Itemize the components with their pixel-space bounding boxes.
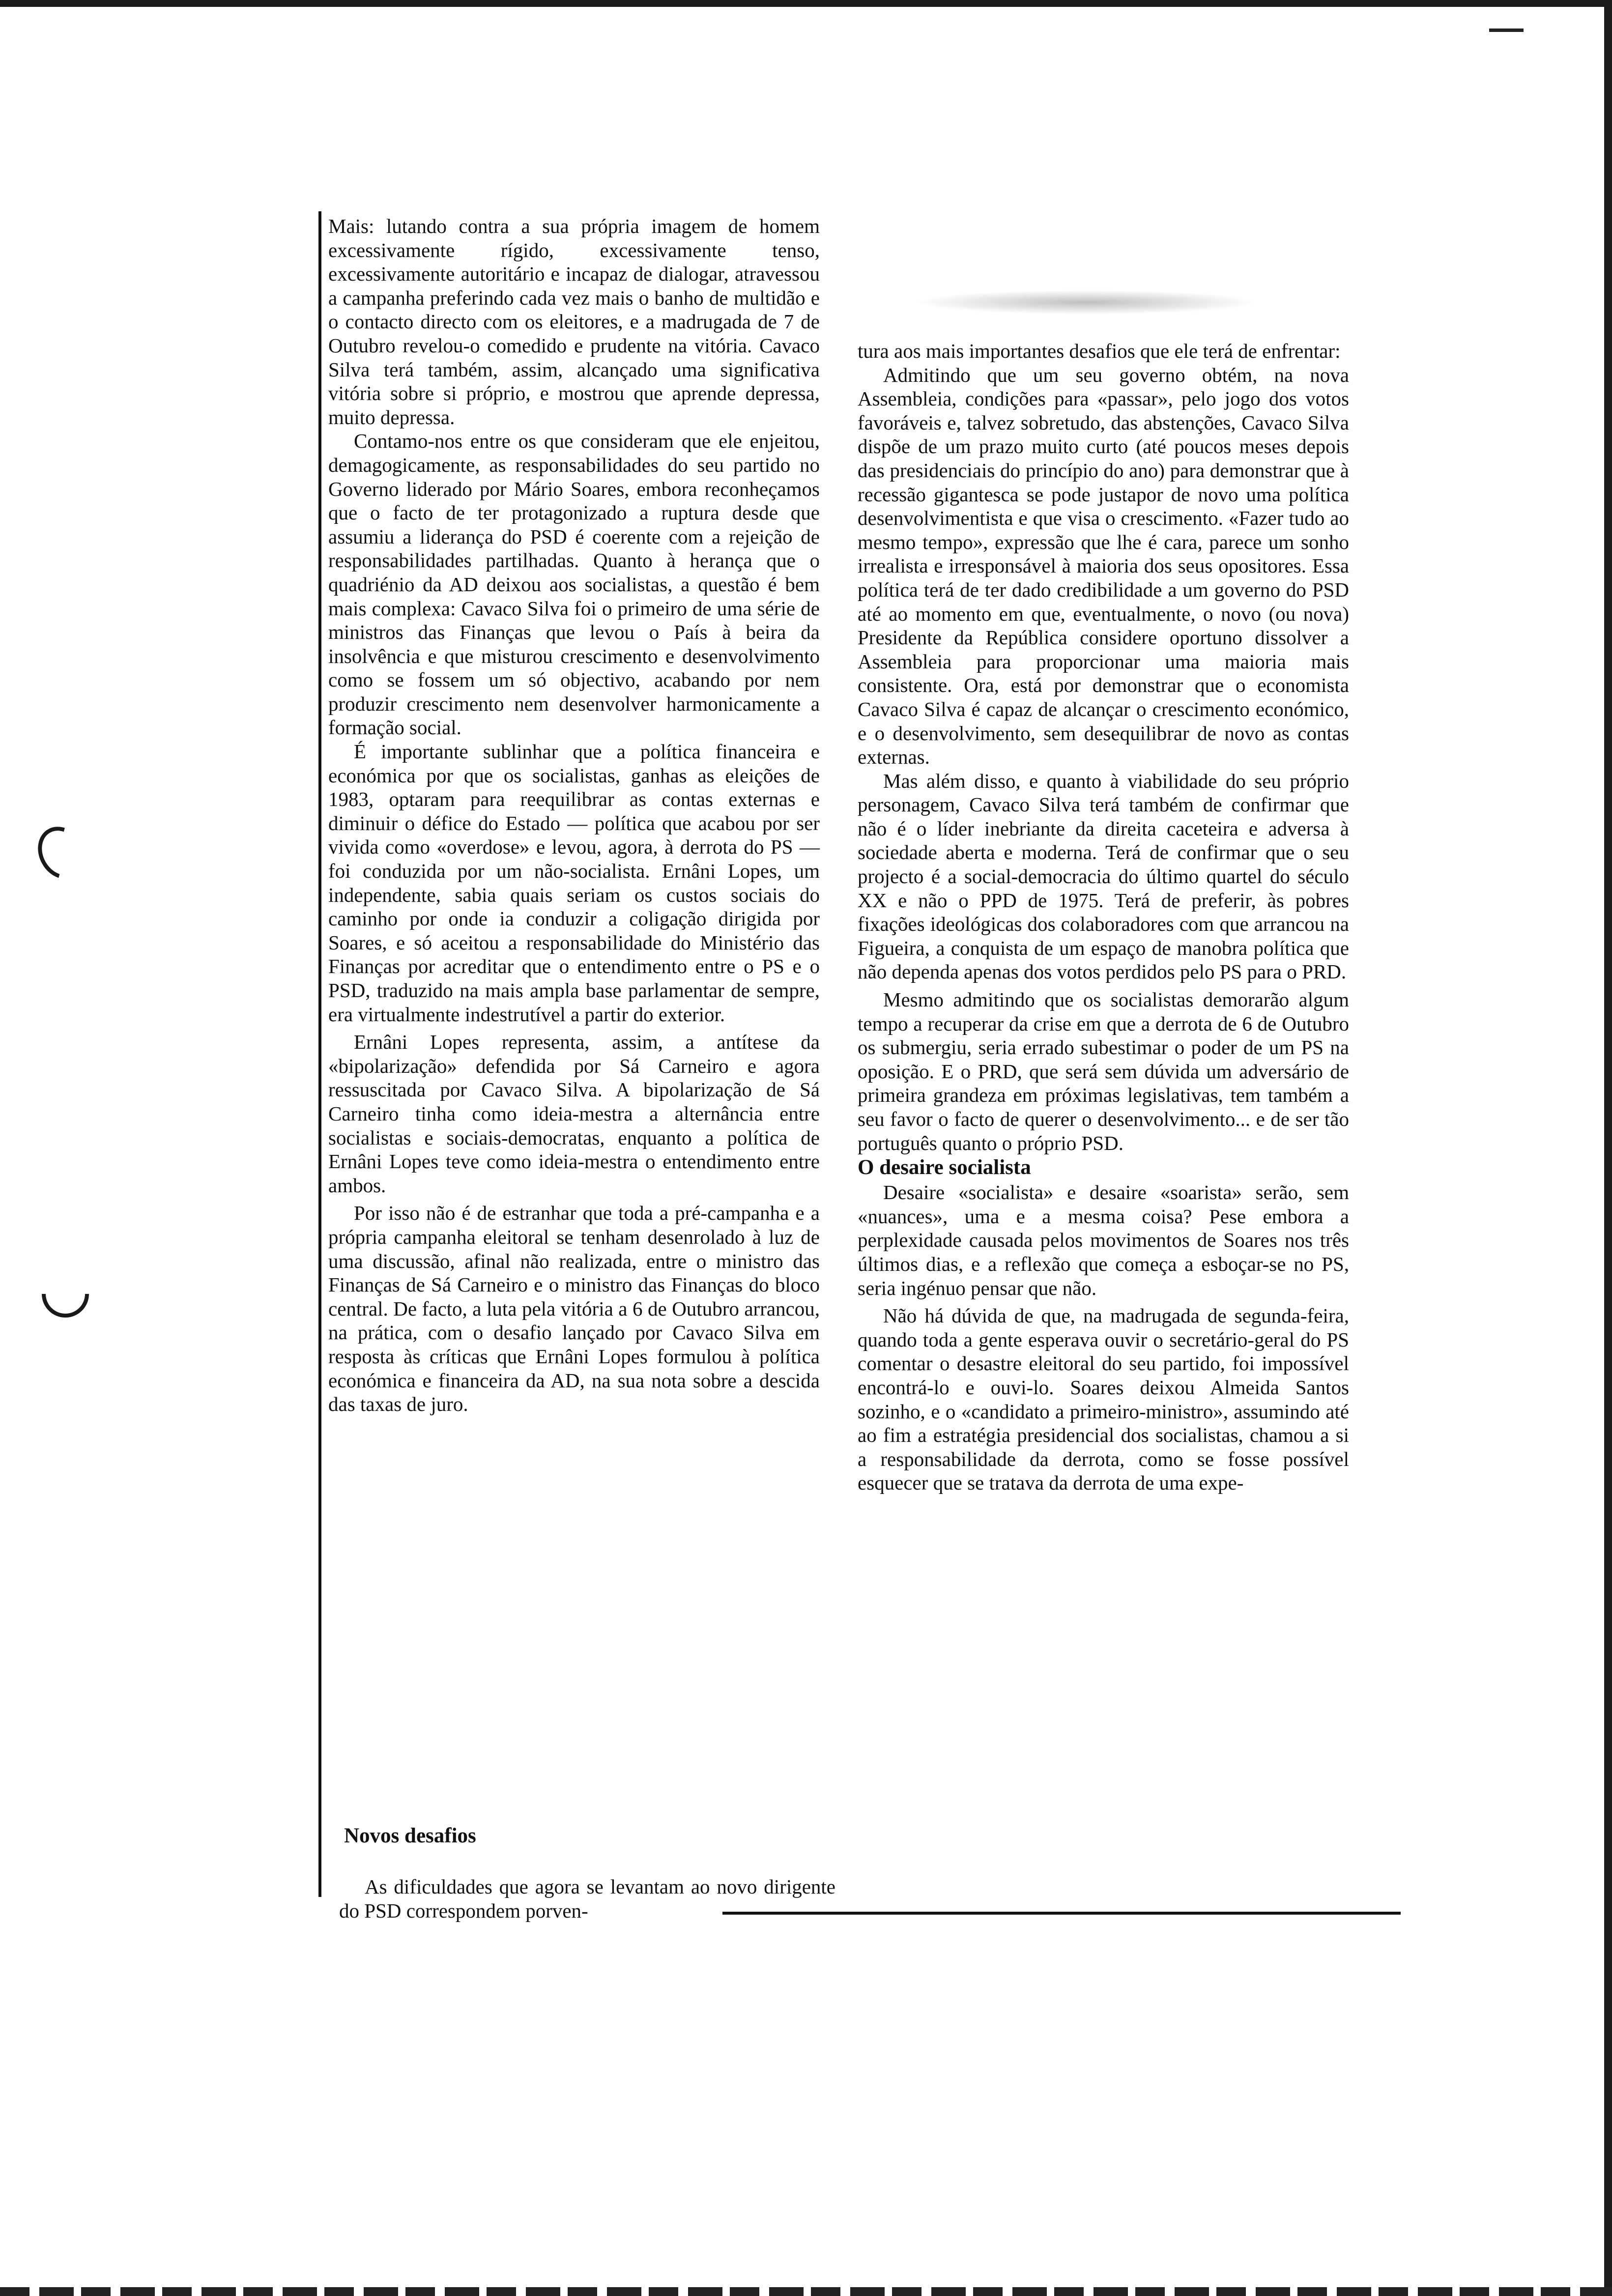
- paragraph: As dificuldades que agora se levantam ao novo dirigente do PSD correspondem porven-: [339, 1875, 835, 1922]
- column-rule: [318, 211, 321, 1897]
- right-column: [858, 339, 1349, 1495]
- paragraph: Ernâni Lopes representa, assim, a antítese da «bipolarização» defendida por Sá Carneiro e agora ressuscitada por Cavaco Silva. A bipolarização de Sá Carneiro tinha como ideia-mestra a alternância entre socialistas e sociais-democratas, enquanto a política de Ernâni Lopes teve como ideia-mestra o entendimento entre ambos.: [328, 1031, 820, 1197]
- scan-border-bottom: [0, 2287, 1612, 2296]
- paragraph: Mesmo admitindo que os socialistas demorarão algum tempo a recuperar da crise em que a derrota de 6 de Outubro os submergiu, seria errado subestimar o poder de um PS na oposição. E o PRD, que será sem dúvida um adversário de primeira grandeza em próximas legislativas, tem também a seu favor o facto de querer o desenvolvimento... e de ser tão português quanto o próprio PSD.: [858, 988, 1349, 1154]
- paragraph: Admitindo que um seu governo obtém, na nova Assembleia, condições para «passar», pelo jogo dos votos favoráveis e, talvez sobretudo, das abstenções, Cavaco Silva dispõe de um prazo muito curto (até poucos meses depois das presidenciais do princípio do ano) para demonstrar que à recessão gigantesca se pode justapor de novo uma política desenvolvimentista e que visa o crescimento. «Fazer tudo ao mesmo tempo», expressão que lhe é cara, parece um sonho irrealista e irresponsável à maioria dos seus opositores. Essa política terá de ter dado credibilidade a um governo do PSD até ao momento em que, eventualmente, o novo (ou nova) Presidente da República considere oportuno dissolver a Assembleia para proporcionar uma maioria mais consistente. Ora, está por demonstrar que o economista Cavaco Silva é capaz de alcançar o crescimento económico, e o desenvolvimento, sem desequilibrar de novo as contas externas.: [858, 363, 1349, 769]
- scan-smudge: [914, 290, 1258, 315]
- paragraph: Contamo-nos entre os que consideram que ele enjeitou, demagogicamente, as responsabilidades do seu partido no Governo liderado por Mário Soares, embora reconheçamos que o facto de ter protagonizado a ruptura desde que assumiu a liderança do PSD é coerente com a rejeição de responsabilidades partilhadas. Quanto à herança que o quadriénio da AD deixou aos socialistas, a questão é bem mais complexa: Cavaco Silva foi o primeiro de uma série de ministros das Finanças que levou o País à beira da insolvência e que misturou crescimento e desenvolvimento como se fossem um só objectivo, acabando por nem produzir crescimento nem desenvolver harmonicamente a formação social.: [328, 430, 820, 739]
- corner-mark: [1489, 29, 1524, 32]
- scan-border-top: [0, 0, 1612, 7]
- paragraph: Mas além disso, e quanto à viabilidade do seu próprio personagem, Cavaco Silva terá também de confirmar que não é o líder inebriante da direita caceteira e adversa à sociedade aberta e moderna. Terá de confirmar que o seu projecto é a social-democracia do último quartel do século XX e não o PPD de 1975. Terá de preferir, às pobres fixações ideológicas dos colaboradores com que arrancou na Figueira, a conquista de um espaço de manobra política que não dependa apenas dos votos perdidos pelo PS para o PRD.: [858, 769, 1349, 983]
- paragraph: Não há dúvida de que, na madrugada de segunda-feira, quando toda a gente esperava ouvir o secretário-geral do PS comentar o desastre eleitoral do seu partido, foi impossível encontrá-lo e ouvi-lo. Soares deixou Almeida Santos sozinho, e o «candidato a primeiro-ministro», assumindo até ao fim a estratégia presidencial dos socialistas, chamou a si a responsabilidade da derrota, como se fosse possível esquecer que se tratava da derrota de uma expe-: [858, 1304, 1349, 1494]
- scan-border-right: [1604, 0, 1612, 2296]
- punch-hole-mark: [29, 818, 94, 888]
- paragraph: É importante sublinhar que a política financeira e económica por que os socialistas, ganhas as eleições de 1983, optaram para reequilibrar as contas externas e diminuir o défice do Estado — política que acabou por ser vivida como «overdose» e levou, agora, à derrota do PS — foi conduzida por um não-socialista. Ernâni Lopes, um independente, sabia quais seriam os custos sociais do caminho por onde ia conduzir a coligação dirigida por Soares, e só aceitou a responsabilidade do Ministério das Finanças por acreditar que o entendimento entre o PS e o PSD, traduzido na mais ampla base parlamentar de sempre, era virtualmente indestrutível a partir do exterior.: [328, 740, 820, 1026]
- section-heading-novos-desafios: Novos desafios: [344, 1824, 476, 1847]
- punch-hole-mark: [32, 1261, 99, 1327]
- paragraph: Desaire «socialista» e desaire «soarista» serão, sem «nuances», uma e a mesma coisa? Pese embora a perplexidade causada pelos movimentos de Soares nos três últimos dias, e a reflexão que começa a esboçar-se no PS, seria ingénuo pensar que não.: [858, 1181, 1349, 1299]
- left-column: [328, 214, 820, 1416]
- paragraph: tura aos mais importantes desafios que ele terá de enfrentar:: [858, 340, 1341, 362]
- left-column-closing: [339, 1875, 835, 1923]
- paragraph: Mais: lutando contra a sua própria imagem de homem excessivamente rígido, excessivamente tenso, excessivamente autoritário e incapaz de dialogar, atravessou a campanha preferindo cada vez mais o banho de multidão e o contacto directo com os eleitores, e a madrugada de 7 de Outubro revelou-o comedido e prudente na vitória. Cavaco Silva terá também, assim, alcançado uma significativa vitória sobre si próprio, e mostrou que aprende depressa, muito depressa.: [328, 215, 820, 429]
- section-heading-desaire-socialista: O desaire socialista: [858, 1156, 1031, 1179]
- paragraph: Por isso não é de estranhar que toda a pré-campanha e a própria campanha eleitoral se tenham desenrolado à luz de uma discussão, afinal não realizada, entre o ministro das Finanças de Sá Carneiro e o ministro das Finanças do bloco central. De facto, a luta pela vitória a 6 de Outubro arrancou, na prática, com o desafio lançado por Cavaco Silva em resposta às críticas que Ernâni Lopes formulou à política económica e financeira da AD, na sua nota sobre a descida das taxas de juro.: [328, 1202, 820, 1416]
